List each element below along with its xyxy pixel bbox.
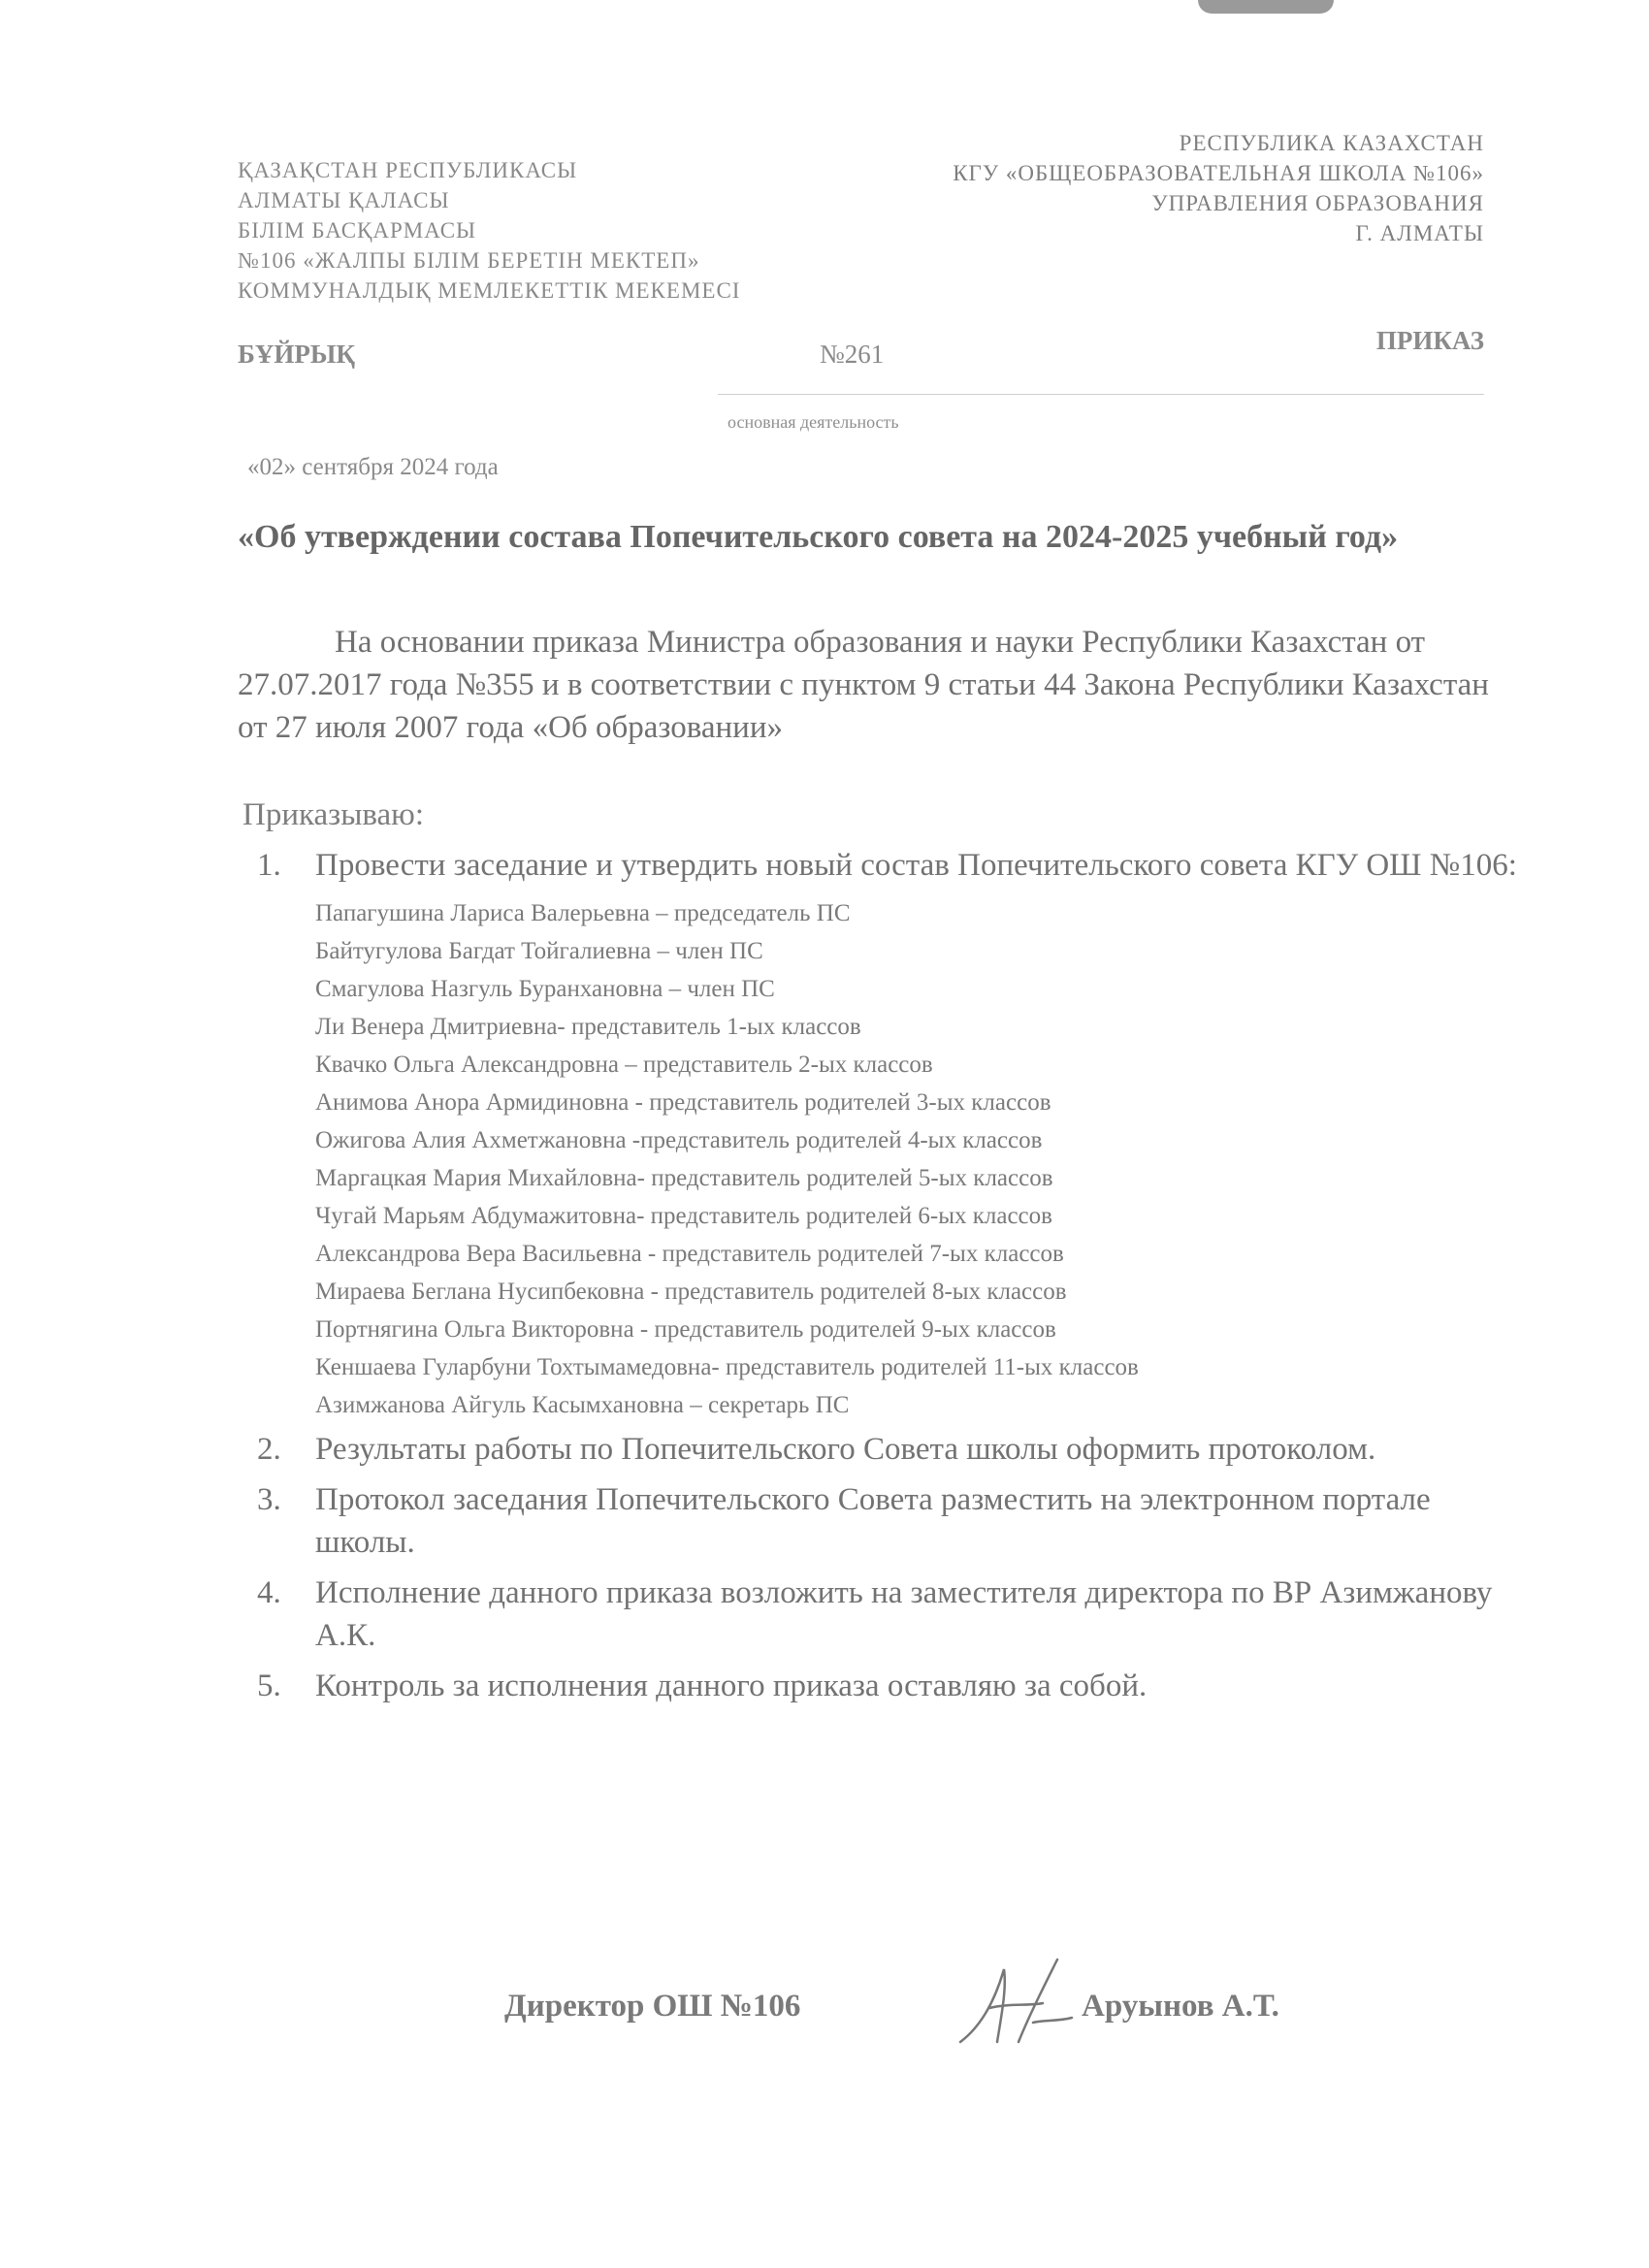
member-row: Мираева Беглана Нусипбековна - представитель родителей 8-ых классов — [315, 1279, 1067, 1305]
intro-paragraph: На основании приказа Министра образования и науки Республики Казахстан от 27.07.2017 года №355 и в соответствии с пунктом 9 статьи 44 Закона Республики Казахстан от 27 июля 2007 года «Об образовании» — [238, 625, 1489, 745]
spacer — [257, 1471, 1518, 1478]
member-row: Чугай Марьям Абдумажитовна- представитель родителей 6-ых классов — [315, 1203, 1052, 1229]
list-item — [257, 1478, 1518, 1564]
member-row: Папагушина Лариса Валерьевна – председатель ПС — [315, 900, 851, 926]
header-left-line: АЛМАТЫ ҚАЛАСЫ — [238, 188, 450, 212]
spacer — [257, 1564, 1518, 1571]
list-item — [257, 844, 1518, 1424]
member-row: Ли Венера Дмитриевна- представитель 1-ых классов — [315, 1014, 861, 1040]
member-row: Азимжанова Айгуль Касымхановна – секретарь ПС — [315, 1392, 850, 1418]
order-subnote: основная деятельность — [728, 412, 899, 432]
header-right-line: КГУ «ОБЩЕОБРАЗОВАТЕЛЬНАЯ ШКОЛА №106» — [953, 161, 1484, 185]
document-title: «Об утверждении состава Попечительского совета на 2024-2025 учебный год» — [238, 519, 1399, 555]
item-number: 5. — [257, 1669, 281, 1703]
item-number: 4. — [257, 1575, 281, 1610]
order-underline — [718, 394, 1484, 395]
header-right-line: РЕСПУБЛИКА КАЗАХСТАН — [1179, 131, 1484, 155]
member-row: Квачко Ольга Александровна – представитель 2-ых классов — [315, 1052, 933, 1078]
order-number: №261 — [820, 340, 885, 369]
member-row: Маргацкая Мария Михайловна- представитель родителей 5-ых классов — [315, 1165, 1053, 1191]
signature-row — [504, 1979, 1377, 2057]
signer-position: Директор ОШ №106 — [504, 1989, 801, 2024]
list-item — [257, 1428, 1518, 1471]
header-left-line: БІЛІМ БАСҚАРМАСЫ — [238, 218, 477, 243]
item-text: Контроль за исполнения данного приказа оставляю за собой. — [315, 1669, 1148, 1703]
order-items — [257, 844, 1518, 1707]
header-left-line: ҚАЗАҚСТАН РЕСПУБЛИКАСЫ — [238, 158, 578, 182]
header-right-line: УПРАВЛЕНИЯ ОБРАЗОВАНИЯ — [1151, 191, 1484, 215]
item-number: 1. — [257, 848, 281, 883]
item-text: Протокол заседания Попечительского Совета разместить на электронном портале школы. — [315, 1482, 1431, 1560]
item-text: Исполнение данного приказа возложить на заместителя директора по ВР Азимжанову А.К. — [315, 1575, 1493, 1653]
spacer — [257, 1657, 1518, 1665]
list-item — [257, 1665, 1518, 1707]
member-row: Анимова Анора Армидиновна - представитель родителей 3-ых классов — [315, 1089, 1051, 1116]
item-number: 3. — [257, 1482, 281, 1517]
header-left-line: №106 «ЖАЛПЫ БІЛІМ БЕРЕТІН МЕКТЕП» — [238, 248, 700, 273]
header-kazakh — [238, 155, 740, 306]
signer-name: Аруынов А.Т. — [1082, 1989, 1279, 2024]
member-row: Александрова Вера Васильевна - представитель родителей 7-ых классов — [315, 1241, 1064, 1267]
member-row: Байтугулова Багдат Тойгалиевна – член ПС — [315, 938, 763, 964]
header-russian — [953, 128, 1484, 248]
item-number: 2. — [257, 1432, 281, 1467]
header-left-line: КОММУНАЛДЫҚ МЕМЛЕКЕТТІК МЕКЕМЕСІ — [238, 278, 741, 303]
member-row: Портнягина Ольга Викторовна - представитель родителей 9-ых классов — [315, 1316, 1056, 1343]
order-row — [238, 326, 1484, 378]
list-item — [257, 1571, 1518, 1657]
scan-corner-mark — [1198, 0, 1334, 14]
header-right-line: Г. АЛМАТЫ — [1355, 221, 1484, 245]
item-text: Провести заседание и утвердить новый состав Попечительского совета КГУ ОШ №106: — [315, 848, 1517, 883]
member-row: Ожигова Алия Ахметжановна -представитель родителей 4-ых классов — [315, 1127, 1043, 1153]
order-label-russian: ПРИКАЗ — [1375, 326, 1484, 355]
item-text: Результаты работы по Попечительского Совета школы оформить протоколом. — [315, 1432, 1376, 1467]
members-list — [315, 894, 1518, 1424]
member-row: Смагулова Назгуль Буранхановна – член ПС — [315, 976, 775, 1002]
member-row: Кеншаева Гуларбуни Тохтымамедовна- представитель родителей 11-ых классов — [315, 1354, 1139, 1380]
order-word: Приказываю: — [242, 797, 424, 832]
order-date: «02» сентября 2024 года — [247, 454, 499, 480]
handwritten-signature-icon — [951, 1950, 1077, 2057]
order-label-kazakh: БҰЙРЫҚ — [238, 340, 355, 369]
